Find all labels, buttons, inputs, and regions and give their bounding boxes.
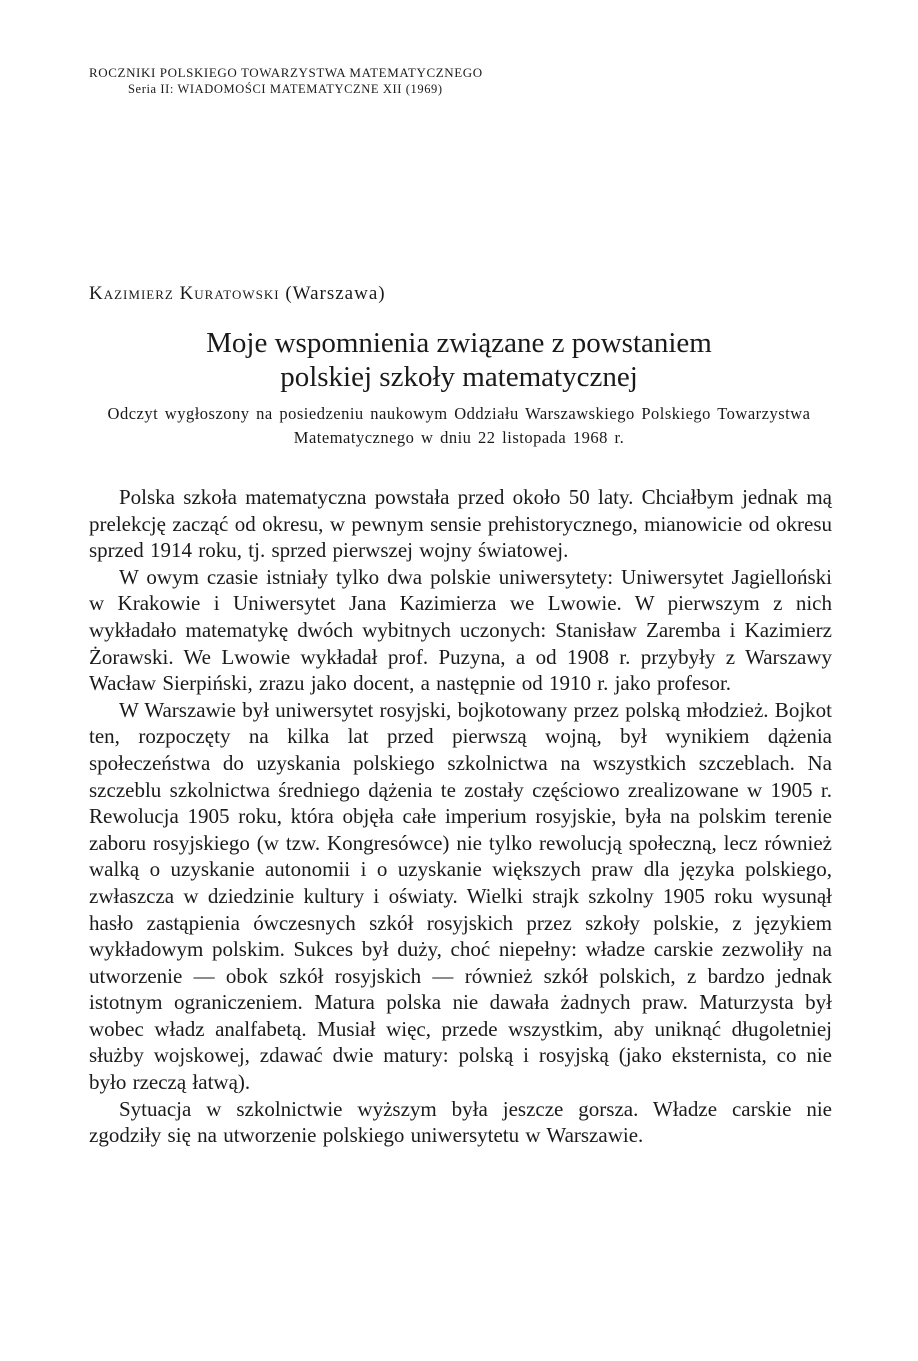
author-name: Kazimierz Kuratowski [89,283,280,304]
paragraph: W owym czasie istniały tylko dwa polskie uniwersytety: Uniwersytet Jagielloński w Krakowie i Uniwersytet Jana Kazimierza we Lwowie. W pierwszym z nich wykładało matematykę dwóch wybitnych uczonych: Stanisław Zaremba i Kazimierz Żorawski. We Lwowie wykładał prof. Puzyna, a od 1908 r. przybyły z Warszawy Wacław Sierpiński, zrazu jako docent, a następnie od 1910 r. jako profesor. [89,564,832,696]
author-affiliation: (Warszawa) [285,283,386,304]
journal-series: Seria II: WIADOMOŚCI MATEMATYCZNE XII (1969) [128,82,443,96]
paragraph: Sytuacja w szkolnictwie wyższym była jeszcze gorsza. Władze carskie nie zgodziły się na utworzenie polskiego uniwersytetu w Warszawie. [89,1096,832,1148]
journal-title: ROCZNIKI POLSKIEGO TOWARZYSTWA MATEMATYCZNEGO [89,65,483,80]
paragraph: W Warszawie był uniwersytet rosyjski, bojkotowany przez polską młodzież. Bojkot ten, rozpoczęty na kilka lat przed pierwszą wojną, był wynikiem dążenia społeczeństwa do uzyskania polskiego szkolnictwa na wszystkich szczeblach. Na szczeblu szkolnictwa średniego dążenia te zostały częściowo zrealizowane w 1905 r. Rewolucja 1905 roku, która objęła całe imperium rosyjskie, była na polskim terenie zaboru rosyjskiego (w tzw. Kongresówce) nie tylko rewolucją społeczną, lecz również walką o uzyskanie autonomii i o uzyskanie większych praw dla języka polskiego, zwłaszcza w dziedzinie kultury i oświaty. Wielki strajk szkolny 1905 roku wysunął hasło zastąpienia ówczesnych szkół rosyjskich przez szkoły polskie, z językiem wykładowym polskim. Sukces był duży, choć niepełny: władze carskie zezwoliły na utworzenie — obok szkół rosyjskich — również szkół polskich, z bardzo jednak istotnym ograniczeniem. Matura polska nie dawała żadnych praw. Maturzysta był wobec władz analfabetą. Musiał więc, przede wszystkim, aby uniknąć długoletniej służby wojskowej, zdawać dwie matury: polską i rosyjską (jako eksternista, co nie było rzeczą łatwą). [89,697,832,1095]
article-title-line-2: polskiej szkoły matematycznej [280,361,638,393]
author-line [89,283,386,305]
article-title [89,326,829,394]
paragraph: Polska szkoła matematyczna powstała przed około 50 laty. Chciałbym jednak mą prelekcję zacząć od okresu, w pewnym sensie prehistorycznego, mianowicie od okresu sprzed 1914 roku, tj. sprzed pierwszej wojny światowej. [89,485,832,563]
article-title-line-1: Moje wspomnienia związane z powstaniem [206,327,712,359]
abstract-note: Odczyt wygłoszony na posiedzeniu naukowym Oddziału Warszawskiego Polskiego Towarzystwa Matematycznego w dniu 22 listopada 1968 r. [107,404,811,447]
journal-header [89,64,689,98]
article-body [89,484,832,1149]
